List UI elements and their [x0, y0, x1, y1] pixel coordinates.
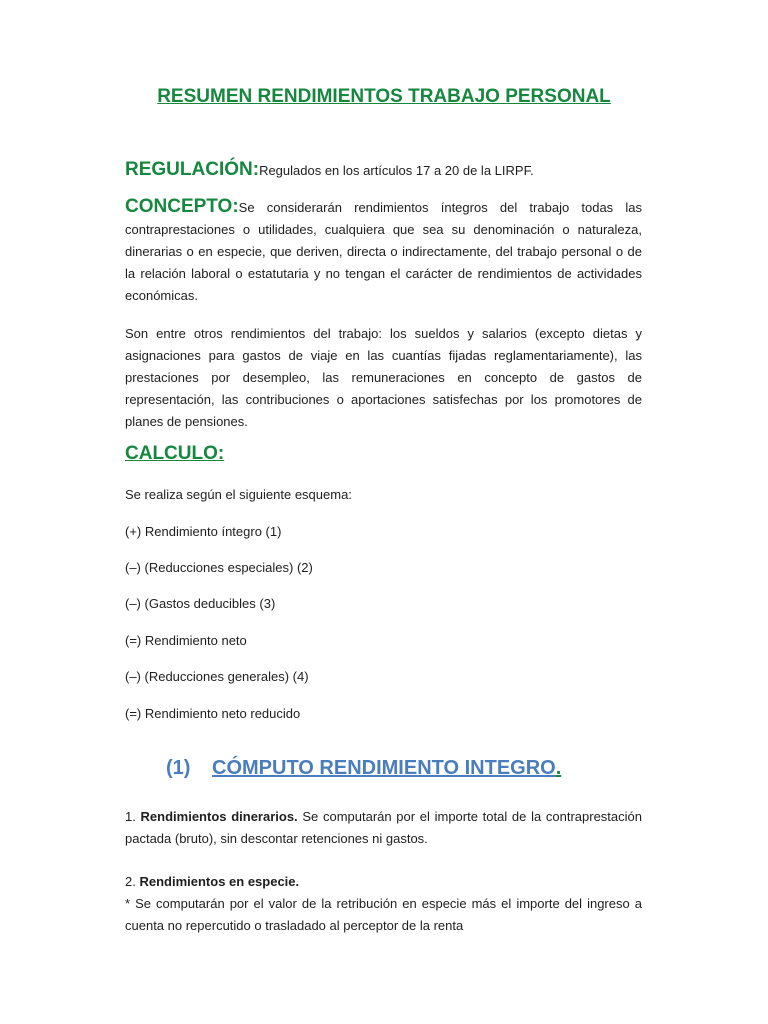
calculo-item: (–) (Reducciones generales) (4)	[125, 669, 309, 684]
especie-heading-line	[125, 871, 642, 893]
calculo-item: (–) (Reducciones especiales) (2)	[125, 560, 313, 575]
section-1-number: (1)	[166, 757, 191, 779]
concepto-paragraph	[125, 196, 642, 307]
dinerarios-text: Se computarán por el importe total de la contraprestación pactada (bruto), sin descontar retenciones ni gastos.	[125, 809, 642, 846]
dinerarios-paragraph	[125, 806, 642, 850]
otros-rendimientos-paragraph: Son entre otros rendimientos del trabajo: los sueldos y salarios (excepto dietas y asignaciones para gastos de viaje en las cuantías fijadas reglamentariamente), las prestaciones por desempleo, las remuneraciones en concepto de gastos de representación, las contribuciones o aportaciones satisfechas por los promotores de planes de pensiones.	[125, 326, 642, 429]
regulacion-heading: REGULACIÓN:	[125, 159, 260, 180]
especie-prefix: 2.	[125, 874, 140, 889]
concepto-text: Se considerarán rendimientos íntegros del trabajo todas las contraprestaciones o utilidades, cualquiera que sea su denominación o naturaleza, dinerarias o en especie, que deriven, directa o indirectamente, del trabajo personal o de la relación laboral o estatutaria y no tengan el carácter de rendimientos de actividades económicas.	[125, 200, 642, 303]
regulacion-text: Regulados en los artículos 17 a 20 de la LIRPF.	[259, 163, 534, 178]
calculo-item: (=) Rendimiento neto reducido	[125, 706, 301, 721]
section-1-heading	[166, 757, 561, 780]
section-1-dot: .	[555, 757, 562, 779]
especie-bold: Rendimientos en especie.	[139, 874, 300, 889]
document-title: RESUMEN RENDIMIENTOS TRABAJO PERSONAL	[157, 86, 611, 107]
calculo-item: (–) (Gastos deducibles (3)	[125, 596, 276, 611]
dinerarios-bold: Rendimientos dinerarios.	[140, 809, 298, 824]
calculo-item: (+) Rendimiento íntegro (1)	[125, 524, 282, 539]
section-1-title: CÓMPUTO RENDIMIENTO INTEGRO	[212, 757, 556, 779]
calculo-item: (=) Rendimiento neto	[125, 633, 247, 648]
especie-paragraph: * Se computarán por el valor de la retribución en especie más el importe del ingreso a cuenta no repercutido o trasladado al perceptor de la renta	[125, 896, 642, 933]
regulacion-paragraph	[125, 159, 642, 182]
dinerarios-prefix: 1.	[125, 809, 141, 824]
calculo-intro: Se realiza según el siguiente esquema:	[125, 487, 352, 502]
concepto-heading: CONCEPTO:	[125, 196, 239, 217]
calculo-heading: CALCULO:	[125, 443, 225, 464]
